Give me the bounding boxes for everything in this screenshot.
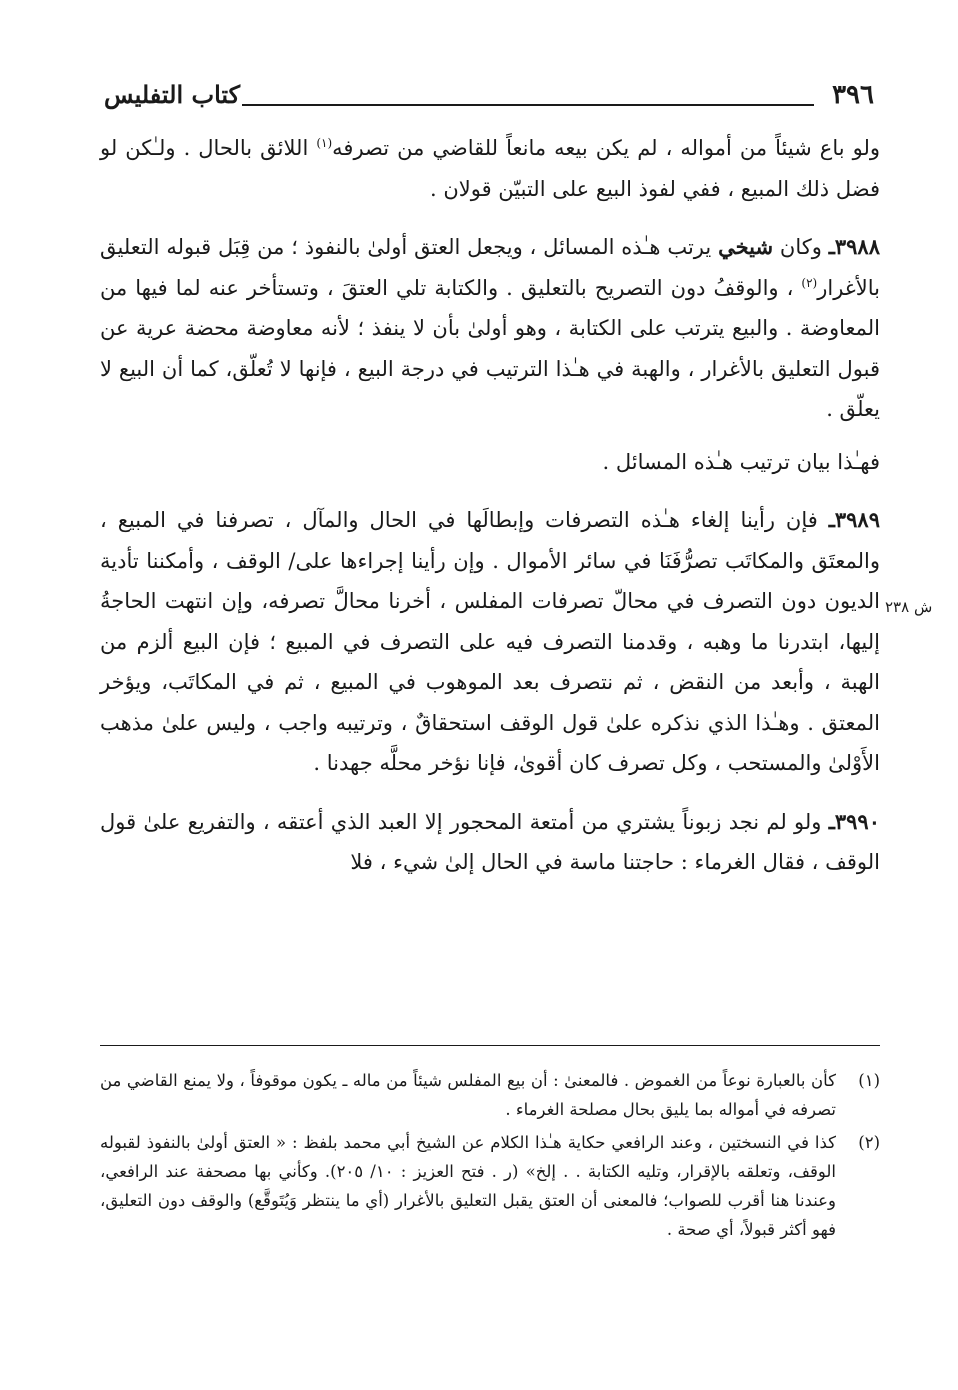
paragraph-1 bbox=[100, 128, 880, 209]
emphasized-word: شيخي bbox=[718, 234, 774, 259]
footnote-text: كأن بالعبارة نوعاً من الغموض . فالمعنىٰ : أن بيع المفلس شيئاً من ماله ـ يكون موقوفاً ، ولا يمنع القاضي من تصرفه في أمواله بما يليق بحال مصلحة الغرماء . bbox=[100, 1071, 836, 1119]
page-header bbox=[104, 78, 874, 112]
section-number: ٣٩٨٨ـ bbox=[828, 234, 880, 259]
footnote-marker: (١) bbox=[858, 1071, 880, 1090]
manuscript-margin-note: ش ٢٣٨ bbox=[885, 598, 933, 616]
main-text bbox=[100, 128, 880, 895]
footnote-2 bbox=[100, 1128, 880, 1244]
paragraph-text: فإن رأينا إلغاء هـٰذه التصرفات وإبطالَها في الحال والمآل ، تصرفنا في المبيع ، والمعتَق والمكاتَب تصرُّفَنَا في سائر الأموال . وإن رأينا إجراءها على/ الوقف ، وأمكننا تأدية الديون دون التصرف في محالّ تصرفات المفلس ، أخرنا محالَّ تصرفه، وإن انتهت الحاجةُ إليها، ابتدرنا ما وهبه ، وقدمنا التصرف فيه على التصرف في المبيع ؛ فإن البيع ألزم من الهبة ، وأبعد من النقض ، ثم نتصرف بعد الموهوب في المبيع ، ثم في المكاتَب، ويؤخر المعتق . وهـٰذا الذي نذكره علىٰ قول الوقف استحقاقٌ ، وترتيبه واجب ، وليس علىٰ مذهب الأَوْلىٰ والمستحب ، وكل تصرف كان أقوىٰ، فإنا نؤخر محلَّه جهدنا . bbox=[100, 508, 881, 775]
paragraph-text: اللائق بالحال . ولـٰكن لو فضل ذلك المبيع ، ففي لفوذ البيع على التبيّن قولان . bbox=[100, 136, 880, 201]
paragraph-3988 bbox=[100, 227, 880, 430]
paragraph-text: يرتب هـٰذه المسائل ، ويجعل العتق أولىٰ بالنفوذ ؛ من قِبَل قبوله التعليق بالأغرار bbox=[100, 235, 880, 300]
paragraph-summary bbox=[100, 442, 880, 483]
paragraph-text: ، والوقفُ دون التصريح بالتعليق . والكتابة تلي العتقَ ، وتستأخر عنه لما فيها من المعاوضة . والبيع يترتب على الكتابة ، وهو أولىٰ بأن لا ينفذ ؛ لأنه معاوضة محضة عرية عن قبول التعليق بالأغرار ، والهبة في هـٰذا الترتيب في درجة البيع ، فإنها لا تُعلّق، كما أن البيع لا يعلّق . bbox=[100, 275, 880, 421]
paragraph-text: ولو لم نجد زبوناً يشتري من أمتعة المحجور إلا العبد الذي أعتقه ، والتفريع علىٰ قول الوقف ، فقال الغرماء : حاجتنا ماسة في الحال إلىٰ شيء ، فلا bbox=[100, 809, 880, 874]
section-number: ٣٩٩٠ـ bbox=[828, 808, 880, 834]
footnote-marker: (٢) bbox=[858, 1133, 880, 1152]
footnote-reference: (١) bbox=[316, 136, 333, 150]
footnotes bbox=[100, 1066, 880, 1248]
page-number: ٣٩٦ bbox=[832, 80, 874, 110]
paragraph-3989 bbox=[100, 500, 880, 784]
paragraph-3990 bbox=[100, 802, 880, 883]
footnote-1 bbox=[100, 1066, 880, 1124]
chapter-title: كتاب التفليس bbox=[104, 80, 241, 109]
footnote-separator bbox=[100, 1045, 880, 1046]
paragraph-text: ولو باع شيئاً من أمواله ، لم يكن بيعه مانعاً للقاضي من تصرفه bbox=[332, 136, 880, 160]
paragraph-text: فهـٰذا بيان ترتيب هـٰذه المسائل . bbox=[602, 449, 880, 474]
section-number: ٣٩٨٩ـ bbox=[828, 507, 880, 532]
footnote-text: كذا في النسختين ، وعند الرافعي حكاية هـٰذا الكلام عن الشيخ أبي محمد بلفظ : « العتق أولىٰ بالنفوذ لقبوله الوقف، وتعلقه بالإقرار، وتليه الكتابة . . إلخ» (ر . فتح العزيز : ١٠/ ٢٠٥). وكأني بها مصحفة عند الرافعي، وعندنا هنا أقرب للصواب؛ فالمعنى أن العتق يقبل التعليق بالأغرار (أي ما ينتظر وَيُتَوقَّع) والوقف دون التعليق، فهو أكثر قبولاً، أي صحة . bbox=[100, 1133, 837, 1239]
header-rule bbox=[242, 104, 814, 106]
footnote-reference: (٢) bbox=[801, 275, 818, 290]
paragraph-text: وكان bbox=[773, 235, 829, 259]
